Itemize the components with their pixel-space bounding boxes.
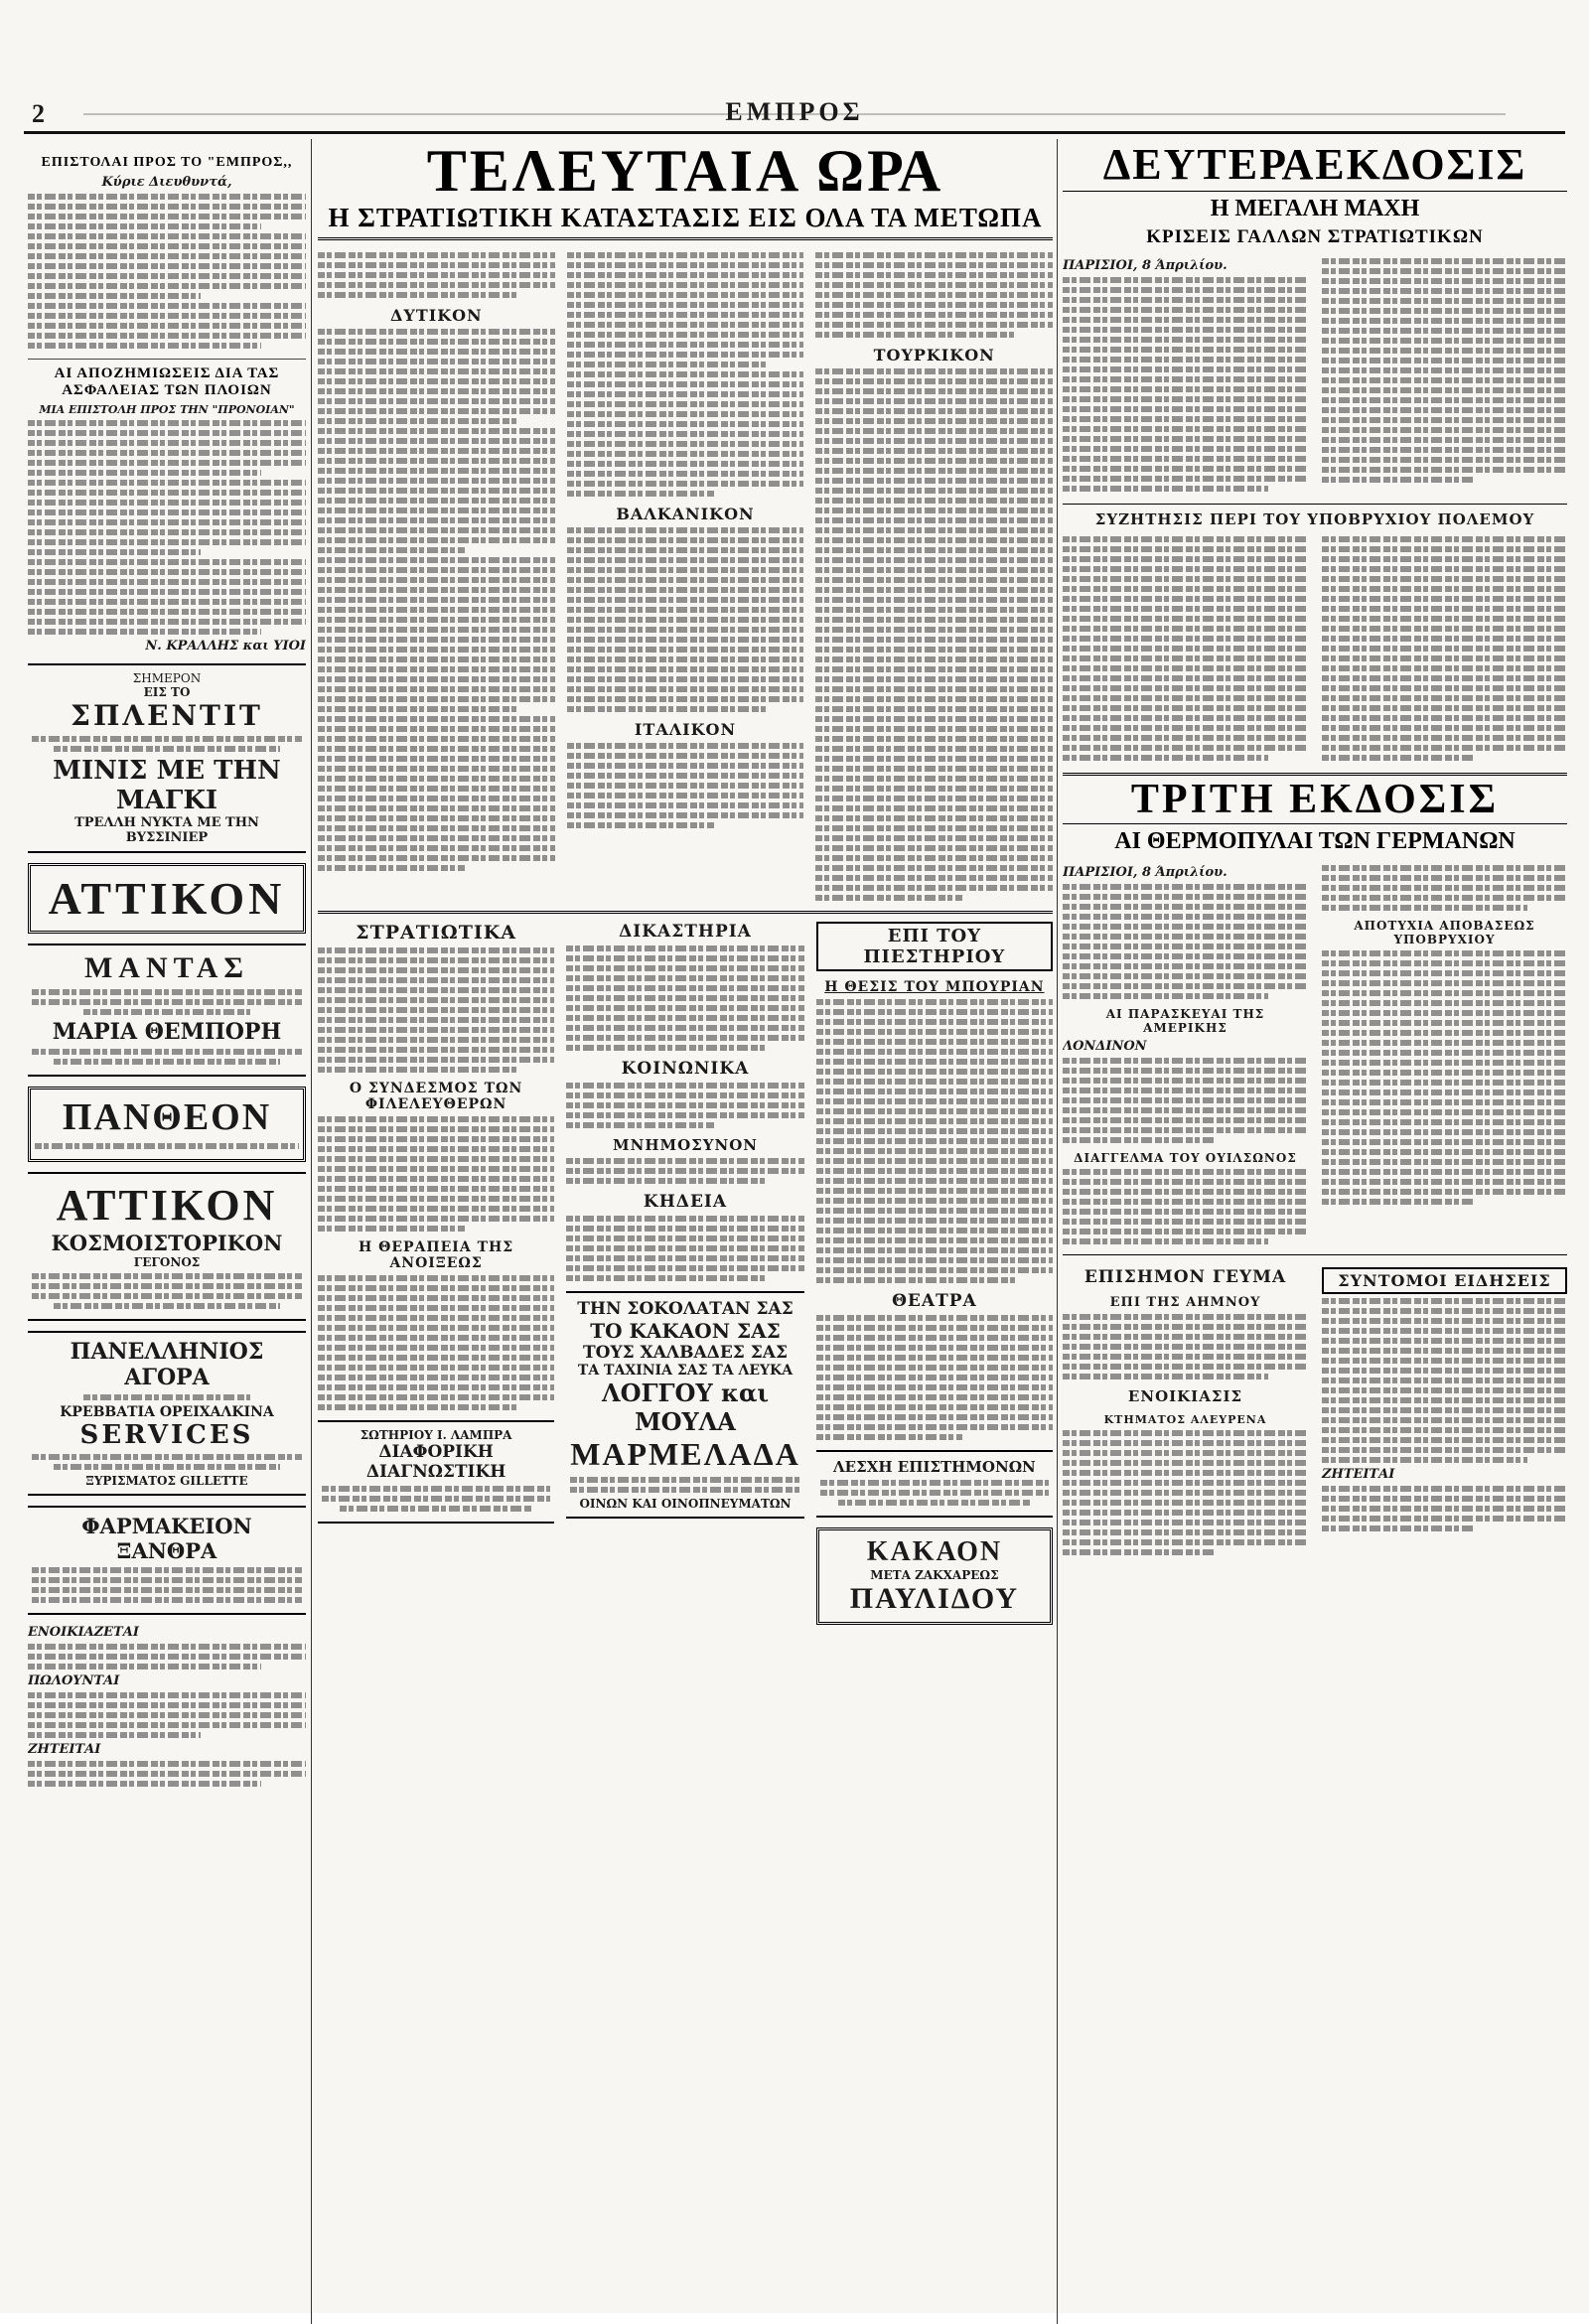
submarine-debate: ΣΥΖΗΤΗΣΙΣ ΠΕΡΙ ΤΟΥ ΥΠΟΒΡΥΧΙΟΥ ΠΟΛΕΜΟΥ	[1063, 504, 1567, 528]
section-courts: ΔΙΚΑΣΤΗΡΙΑ	[619, 922, 752, 942]
section-military: ΣΤΡΑΤΙΩΤΙΚΑ	[356, 922, 516, 944]
page-number: 2	[32, 99, 45, 128]
ad-halvas: ΤΟΥΣ ΧΑΛΒΑΔΕΣ ΣΑΣ	[583, 1343, 788, 1363]
war-col-3	[815, 248, 1053, 905]
great-battle: Η ΜΕΓΑΛΗ ΜΑΧΗ	[1210, 196, 1420, 221]
ad-cocoa2-name: ΚΑΚΑΟΝ	[866, 1536, 1003, 1567]
ad-kosmos-sub: ΓΕΓΟΝΟΣ	[133, 1255, 201, 1269]
ad-agora-sub: ΚΡΕΒΒΑΤΙΑ ΟΡΕΙΧΑΛΚΙΝΑ	[60, 1404, 274, 1420]
column-divider	[1057, 139, 1058, 2324]
ad-mantas	[28, 944, 306, 1077]
ad-kosmos: ΚΟΣΜΟΙΣΤΟΡΙΚΟΝ	[51, 1231, 283, 1255]
compensation-heading: ΑΙ ΑΠΟΖΗΜΙΩΣΕΙΣ ΔΙΑ ΤΑΣ ΑΣΦΑΛΕΙΑΣ ΤΩΝ ΠΛΟΙΩΝ	[28, 359, 306, 399]
ad-attikon2-name: ΑΤΤΙΚΟΝ	[56, 1181, 278, 1230]
section-west: ΔΥΤΙΚΟΝ	[389, 306, 483, 325]
ad-gillette: ΞΥΡΙΣΜΑΤΟΣ GILLETTE	[85, 1474, 248, 1488]
ad-attikon-name: ΑΤΤΙΚΟΝ	[48, 873, 286, 924]
ad-tahini: ΤΑ ΤΑΧΙΝΙΑ ΣΑΣ ΤΑ ΛΕΥΚΑ	[577, 1363, 794, 1379]
ad-sale: ΠΩΛΟΥΝΤΑΙ	[28, 1673, 120, 1688]
paper-name: ΕΜΠΡΟΣ	[725, 97, 864, 126]
wanted-right: ΖΗΤΕΙΤΑΙ	[1322, 1467, 1395, 1482]
war-news-columns	[318, 248, 1053, 905]
submarine-failure: ΑΠΟΤΥΧΙΑ ΑΠΟΒΑΣΕΩΣ ΥΠΟΒΡΥΧΙΟΥ	[1354, 919, 1535, 946]
ad-lamia-name: ΣΩΤΗΡΙΟΥ Ι. ΛΑΜΠΡΑ	[360, 1428, 512, 1442]
thermopylae-headline: ΑΙ ΘΕΡΜΟΠΥΛΑΙ ΤΩΝ ΓΕΡΜΑΝΩΝ	[1114, 828, 1516, 854]
ad-pantheon-name: ΠΑΝΘΕΟΝ	[62, 1096, 272, 1138]
ad-pharmacy-name: ΦΑΡΜΑΚΕΙΟΝ ΞΑΝΘΡΑ	[81, 1514, 252, 1563]
signature: Ν. ΚΡΑΛΛΗΣ και ΥΙΟΙ	[145, 639, 306, 654]
short-news: ΣΥΝΤΟΜΟΙ ΕΙΔΗΣΕΙΣ	[1322, 1267, 1567, 1294]
ad-scholar-name: ΛΕΣΧΗ ΕΠΙΣΤΗΜΟΝΩΝ	[833, 1458, 1036, 1476]
war-col-2	[567, 248, 804, 905]
america-preparations: ΑΙ ΠΑΡΑΣΚΕΥΑΙ ΤΗΣ ΑΜΕΡΙΚΗΣ	[1105, 1007, 1265, 1035]
column-divider	[311, 139, 312, 2324]
section-italian: ΙΤΑΛΙΚΟΝ	[634, 720, 737, 739]
center-column	[318, 139, 1053, 2324]
ad-sweets	[566, 1291, 804, 1519]
ad-marmalade: ΜΑΡΜΕΛΑΔΑ	[570, 1436, 800, 1472]
ad-pharmacy	[28, 1506, 306, 1615]
letter-body	[28, 194, 306, 349]
second-edition: ΔΕΥΤΕΡΑΕΚΔΟΣΙΣ	[1063, 139, 1567, 192]
ad-cocoa2-sub: ΜΕΤΑ ΖΑΚΧΑΡΕΩΣ	[870, 1568, 999, 1582]
ad-cocoa: ΤΟ ΚΑΚΑΟΝ ΣΑΣ	[590, 1319, 781, 1343]
section-mpourian: Η ΘΕΣΙΣ ΤΟΥ ΜΠΟΥΡΙΑΝ	[824, 979, 1045, 995]
masthead	[24, 97, 1565, 134]
ad-scholar	[816, 1450, 1053, 1518]
war-col-1	[318, 248, 555, 905]
section-social: ΚΟΙΝΩΝΙΚΑ	[621, 1059, 750, 1079]
ad-splendid-pre: ΕΙΣ ΤΟ	[143, 685, 191, 699]
right-column	[1063, 139, 1567, 2324]
ad-minis: ΜΙΝΙΣ ΜΕ ΤΗΝ ΜΑΓΚΙ	[53, 756, 281, 815]
section-turkish: ΤΟΥΡΚΙΚΟΝ	[873, 346, 995, 364]
ad-maria: ΜΑΡΙΑ ΘΕΜΠΟΡΗ	[52, 1019, 282, 1045]
section-balkan: ΒΑΛΚΑΝΙΚΟΝ	[616, 505, 755, 523]
french-critics: ΚΡΙΣΕΙΣ ΓΑΛΛΩΝ ΣΤΡΑΤΙΩΤΙΚΩΝ	[1146, 226, 1484, 247]
ad-wanted: ΖΗΤΕΙΤΑΙ	[28, 1742, 101, 1757]
third-edition: ΤΡΙΤΗ ΕΚΔΟΣΙΣ	[1063, 773, 1567, 824]
ad-rent: ΕΝΟΙΚΙΑΖΕΤΑΙ	[28, 1625, 139, 1640]
ad-minis-sub: ΤΡΕΛΛΗ ΝΥΚΤΑ ΜΕ ΤΗΝ ΒΥΣΣΙΝΙΕΡ	[74, 815, 259, 845]
main-subheadline: Η ΣΤΡΑΤΙΩΤΙΚΗ ΚΑΤΑΣΤΑΣΙΣ ΕΙΣ ΟΛΑ ΤΑ ΜΕΤΩΠΑ	[318, 203, 1053, 240]
rentals-sub: ΚΤΗΜΑΤΟΣ ΑΛΕΥΡΕΝΑ	[1103, 1413, 1267, 1426]
ad-cocoa2	[816, 1527, 1053, 1625]
official-lunch-sub: ΕΠΙ ΤΗΣ ΑΗΜΝΟΥ	[1109, 1295, 1261, 1310]
official-lunch: ΕΠΙΣΗΜΟΝ ΓΕΥΜΑ	[1083, 1267, 1287, 1287]
letter-salutation: Κύριε Διευθυντά,	[101, 175, 232, 190]
ad-pantheon	[28, 1087, 306, 1162]
ad-attikon-2	[28, 1172, 306, 1321]
main-headline: ΤΕΛΕΥΤΑΙΑ ΩΡΑ	[426, 139, 944, 204]
section-officers-union: Ο ΣΥΝΔΕΣΜΟΣ ΤΩΝ ΦΙΛΕΛΕΥΘΕΡΩΝ	[349, 1081, 523, 1112]
letter-heading: ΕΠΙΣΤΟΛΑΙ ΠΡΟΣ ΤΟ "ΕΜΠΡΟΣ,,	[41, 155, 293, 170]
rentals: ΕΝΟΙΚΙΑΣΙΣ	[1127, 1387, 1243, 1405]
section-therapy: Η ΘΕΡΑΠΕΙΑ ΤΗΣ ΑΝΟΙΞΕΩΣ	[359, 1239, 514, 1271]
lower-col-1	[318, 914, 554, 1635]
dateline-paris-2: ΠΑΡΙΣΙΟΙ, 8 Άπριλίου.	[1063, 865, 1228, 880]
wilson-message: ΔΙΑΓΓΕΛΜΑ ΤΟΥ ΟΥΙΛΣΩΝΟΣ	[1074, 1151, 1297, 1165]
ad-attikon-1	[28, 863, 306, 934]
section-theatre: ΘΕΑΤΡΑ	[892, 1291, 977, 1311]
ad-services: SERVICES	[79, 1420, 254, 1450]
ad-brand: ΛΟΓΓΟΥ και ΜΟΥΛΑ	[601, 1379, 770, 1436]
lower-col-2	[566, 914, 804, 1635]
section-piestirion: ΕΠΙ ΤΟΥ ΠΙΕΣΤΗΡΙΟΥ	[816, 922, 1053, 971]
lower-col-3	[816, 914, 1053, 1635]
right-upper	[1063, 254, 1567, 496]
section-memorial: ΜΝΗΜΟΣΥΝΟΝ	[613, 1136, 758, 1154]
dateline-paris: ΠΑΡΙΣΙΟΙ, 8 Άπριλίου.	[1063, 258, 1228, 273]
left-column	[28, 139, 306, 2324]
compensation-sub: ΜΙΑ ΕΠΙΣΤΟΛΗ ΠΡΟΣ ΤΗΝ "ΠΡΟΝΟΙΑΝ"	[39, 403, 295, 416]
ad-pavlidou: ΠΑΥΛΙΔΟΥ	[849, 1582, 1020, 1615]
ad-wines: ΟΙΝΩΝ ΚΑΙ ΟΙΝΟΠΝΕΥΜΑΤΩΝ	[579, 1497, 792, 1511]
ad-agora-name: ΠΑΝΕΛΛΗΝΙΟΣ ΑΓΟΡΑ	[70, 1339, 264, 1390]
ad-mantas-name: ΜΑΝΤΑΣ	[83, 951, 250, 984]
ad-splendid	[28, 663, 306, 853]
ad-chocolate: ΤΗΝ ΣΟΚΟΛΑΤΑΝ ΣΑΣ	[577, 1299, 794, 1319]
compensation-body	[28, 420, 306, 635]
ad-lamia	[318, 1420, 554, 1524]
ad-splendid-name: ΣΠΛΕΝΤΙΤ	[71, 699, 263, 732]
section-funerals: ΚΗΔΕΙΑ	[643, 1192, 728, 1212]
ad-agora	[28, 1331, 306, 1496]
dateline-london: ΛΟΝΔΙΝΟΝ	[1063, 1039, 1147, 1054]
ad-diagnosis: ΔΙΑΦΟΡΙΚΗ ΔΙΑΓΝΩΣΤΙΚΗ	[365, 1442, 506, 1482]
center-lower-columns	[318, 914, 1053, 1635]
ad-today: ΣΗΜΕΡΟΝ	[132, 671, 202, 685]
